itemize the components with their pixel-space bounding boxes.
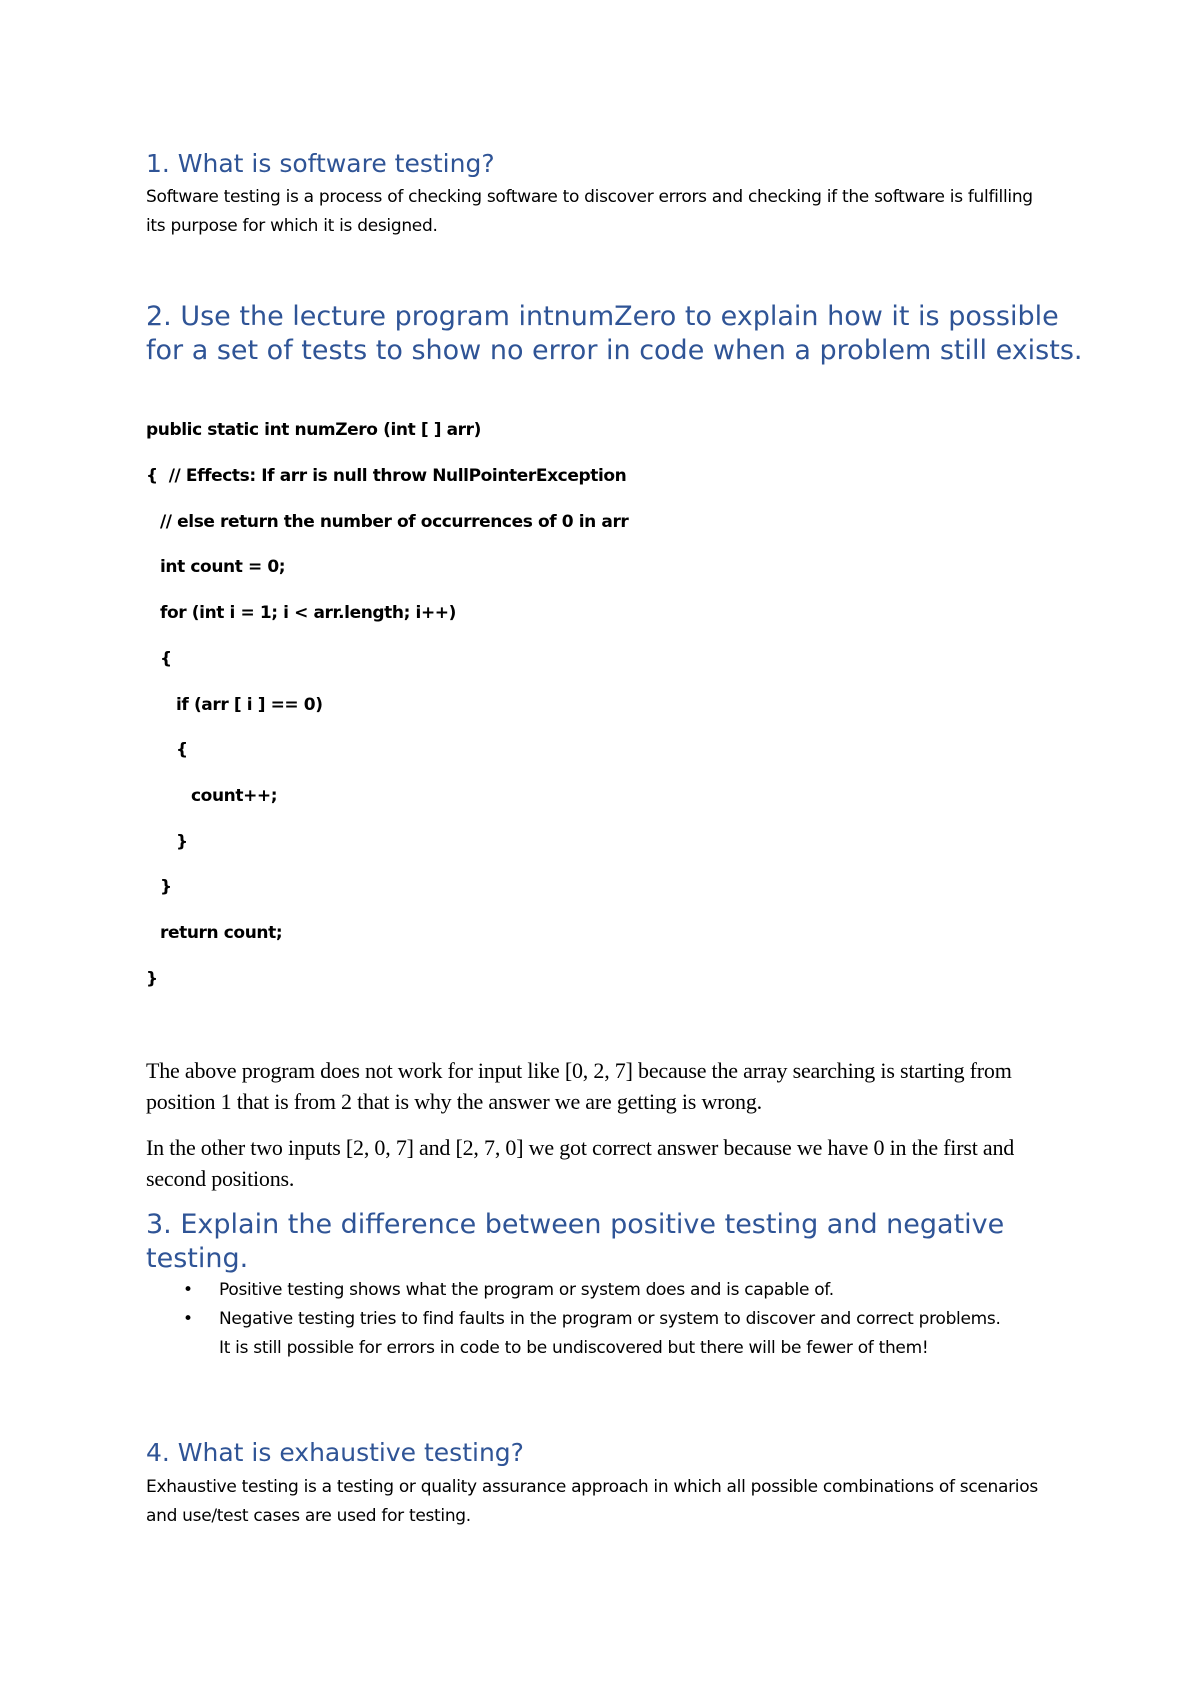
question-3-bullet-list: [146, 1276, 1066, 1363]
question-1-heading: 1. What is software testing?: [146, 149, 495, 178]
code-line: {: [176, 740, 188, 760]
code-line: if (arr [ i ] == 0): [176, 695, 323, 715]
code-line: return count;: [160, 923, 283, 943]
code-line: for (int i = 1; i < arr.length; i++): [160, 603, 457, 623]
code-line: count++;: [191, 786, 278, 806]
explanation-paragraph-1: The above program does not work for input like [0, 2, 7] because the array searching is starting from position 1 that is from 2 that is why the answer we are getting is wrong.: [146, 1058, 1012, 1114]
question-3-heading: 3. Explain the difference between positive testing and negative testing.: [146, 1209, 1005, 1274]
bullet-icon: •: [183, 1280, 193, 1300]
list-item-text: Positive testing shows what the program or system does and is capable of.: [219, 1280, 834, 1300]
code-line: int count = 0;: [160, 557, 286, 577]
list-item: [146, 1305, 1066, 1363]
explanation-paragraph-2: In the other two inputs [2, 0, 7] and [2, 7, 0] we got correct answer because we have 0 in the first and second positions.: [146, 1135, 1015, 1191]
question-1-answer: Software testing is a process of checking software to discover errors and checking if the software is fulfilling its purpose for which it is designed.: [146, 187, 1033, 236]
question-4-heading: 4. What is exhaustive testing?: [146, 1438, 524, 1467]
question-2-heading-line-1: 2. Use the lecture program intnumZero to explain how it is possible: [146, 301, 1059, 332]
question-2-heading-line-2: for a set of tests to show no error in code when a problem still exists.: [146, 335, 1083, 366]
bullet-icon: •: [183, 1309, 193, 1329]
code-line: }: [160, 877, 172, 897]
list-item-text: Negative testing tries to find faults in the program or system to discover and correct problems. It is still possible for errors in code to be undiscovered but there will be fewer of them!: [219, 1309, 1001, 1358]
code-line: }: [176, 832, 188, 852]
code-line: {: [160, 649, 172, 669]
code-line: { // Effects: If arr is null throw NullPointerException: [146, 466, 627, 486]
question-4-answer: Exhaustive testing is a testing or quality assurance approach in which all possible combinations of scenarios and use/test cases are used for testing.: [146, 1477, 1038, 1526]
code-line: public static int numZero (int [ ] arr): [146, 420, 482, 440]
code-line: }: [146, 969, 158, 989]
code-line: // else return the number of occurrences of 0 in arr: [160, 512, 629, 532]
list-item: [146, 1276, 1066, 1305]
